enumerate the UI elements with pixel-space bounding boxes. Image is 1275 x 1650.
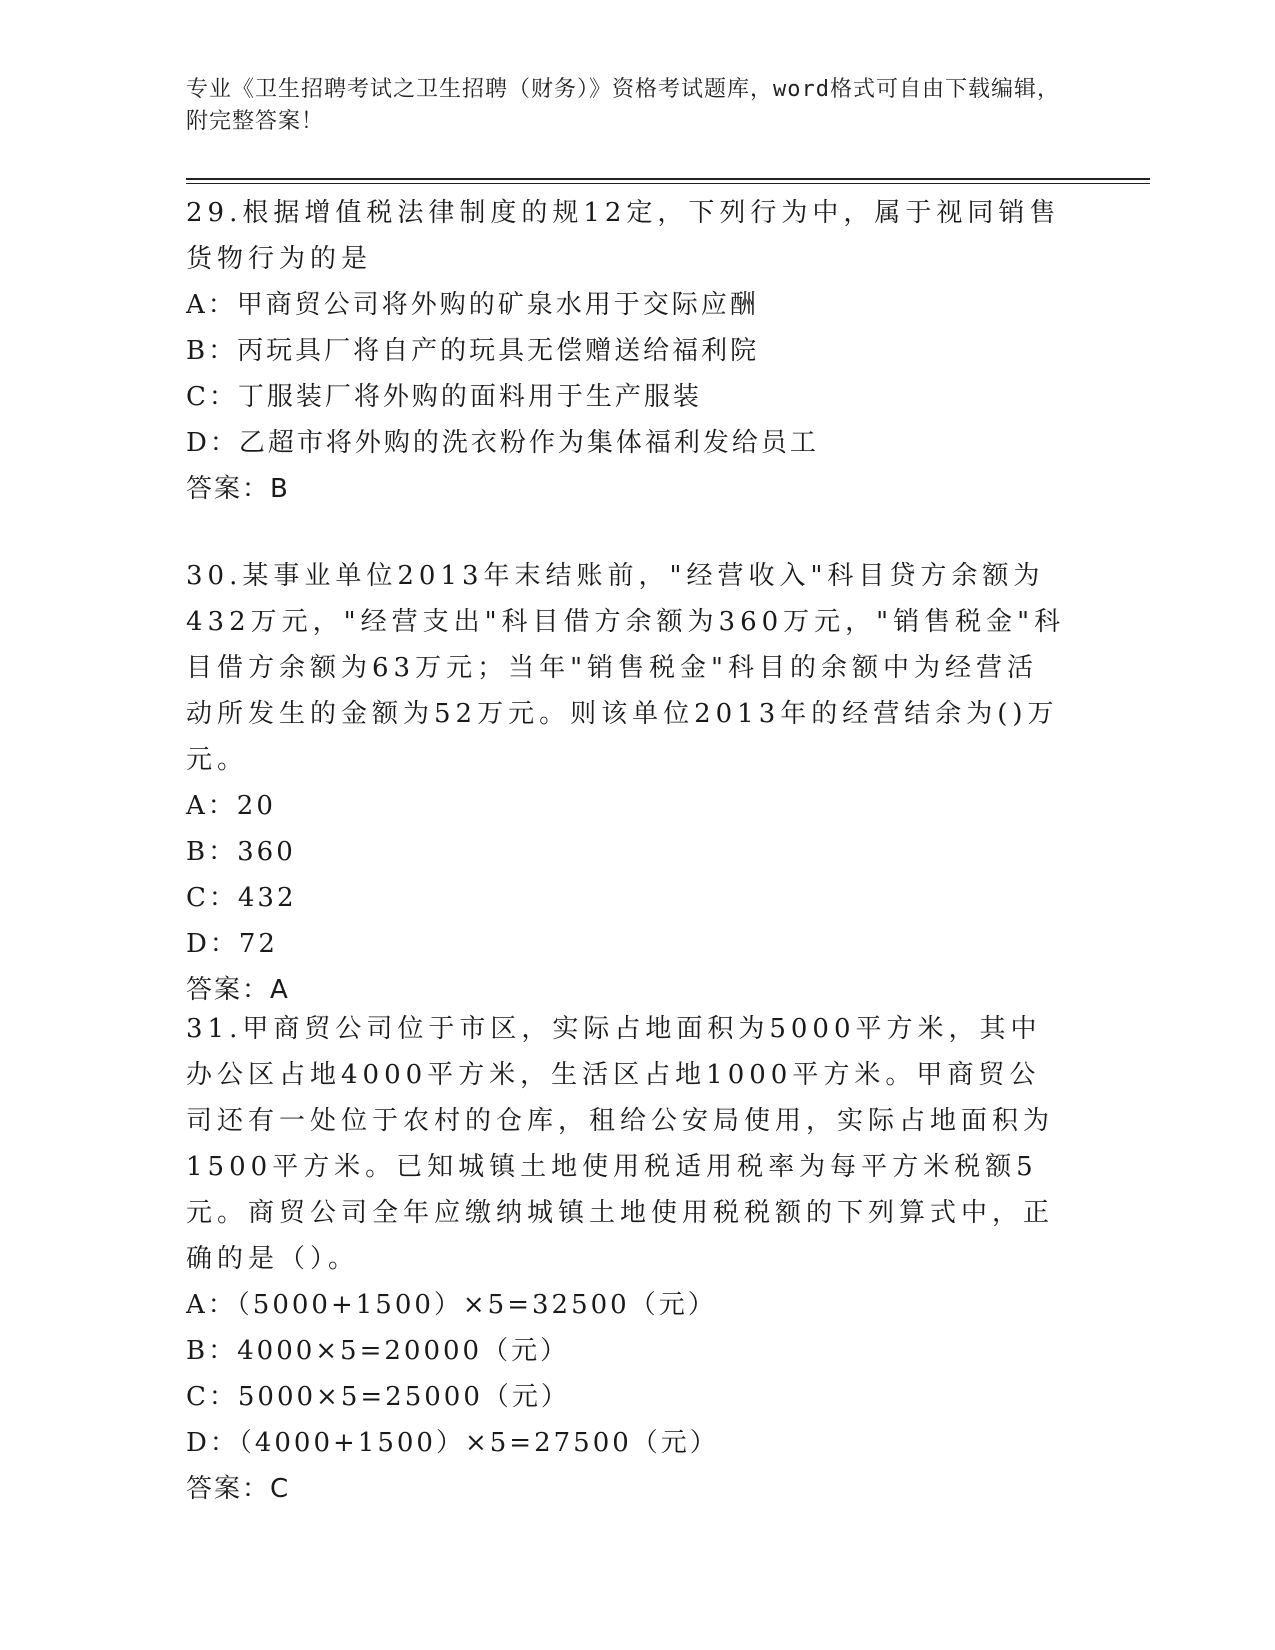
option-d: D：乙超市将外购的洗衣粉作为集体福利发给员工 bbox=[186, 428, 819, 458]
answer-label: 答案：A bbox=[186, 975, 290, 1005]
header-divider-thin bbox=[186, 183, 1150, 184]
option-c: C：432 bbox=[186, 883, 297, 913]
question-stem: 31.甲商贸公司位于市区，实际占地面积为5000平方米，其中办公区占地4000平方米，生活区占地1000平方米。甲商贸公司还有一处位于农村的仓库，租给公安局使用，实际占地面积为1500平方米。已知城镇土地使用税适用税率为每平方米税额5元。商贸公司全年应缴纳城镇土地使用税税额的下列算式中，正确的是（）。 bbox=[186, 1014, 1055, 1274]
question-31 bbox=[186, 1006, 1066, 1512]
option-a: A：（5000+1500）×5=32500（元） bbox=[186, 1290, 717, 1320]
option-b: B：4000×5=20000（元） bbox=[186, 1336, 570, 1366]
answer-label: 答案：C bbox=[186, 1474, 291, 1504]
document-header: 专业《卫生招聘考试之卫生招聘（财务）》资格考试题库，word格式可自由下载编辑，附完整答案！ bbox=[186, 77, 1060, 134]
question-stem: 29.根据增值税法律制度的规12定，下列行为中，属于视同销售货物行为的是 bbox=[186, 198, 1061, 274]
option-c: C：丁服装厂将外购的面料用于生产服装 bbox=[186, 382, 702, 412]
option-b: B：360 bbox=[186, 837, 296, 867]
option-d: D：72 bbox=[186, 929, 278, 959]
option-b: B：丙玩具厂将自产的玩具无偿赠送给福利院 bbox=[186, 336, 760, 366]
option-d: D：（4000+1500）×5=27500（元） bbox=[186, 1428, 719, 1458]
option-a: A：20 bbox=[186, 791, 276, 821]
question-30 bbox=[186, 553, 1066, 1013]
option-c: C：5000×5=25000（元） bbox=[186, 1382, 570, 1412]
question-29 bbox=[186, 190, 1066, 512]
answer-label: 答案：B bbox=[186, 474, 290, 504]
header-divider bbox=[186, 178, 1150, 180]
question-stem: 30.某事业单位2013年末结账前，"经营收入"科目贷方余额为432万元，"经营支出"科目借方余额为360万元，"销售税金"科目借方余额为63万元；当年"销售税金"科目的余额中为经营活动所发生的金额为52万元。则该单位2013年的经营结余为()万元。 bbox=[186, 561, 1066, 775]
option-a: A：甲商贸公司将外购的矿泉水用于交际应酬 bbox=[186, 290, 759, 320]
